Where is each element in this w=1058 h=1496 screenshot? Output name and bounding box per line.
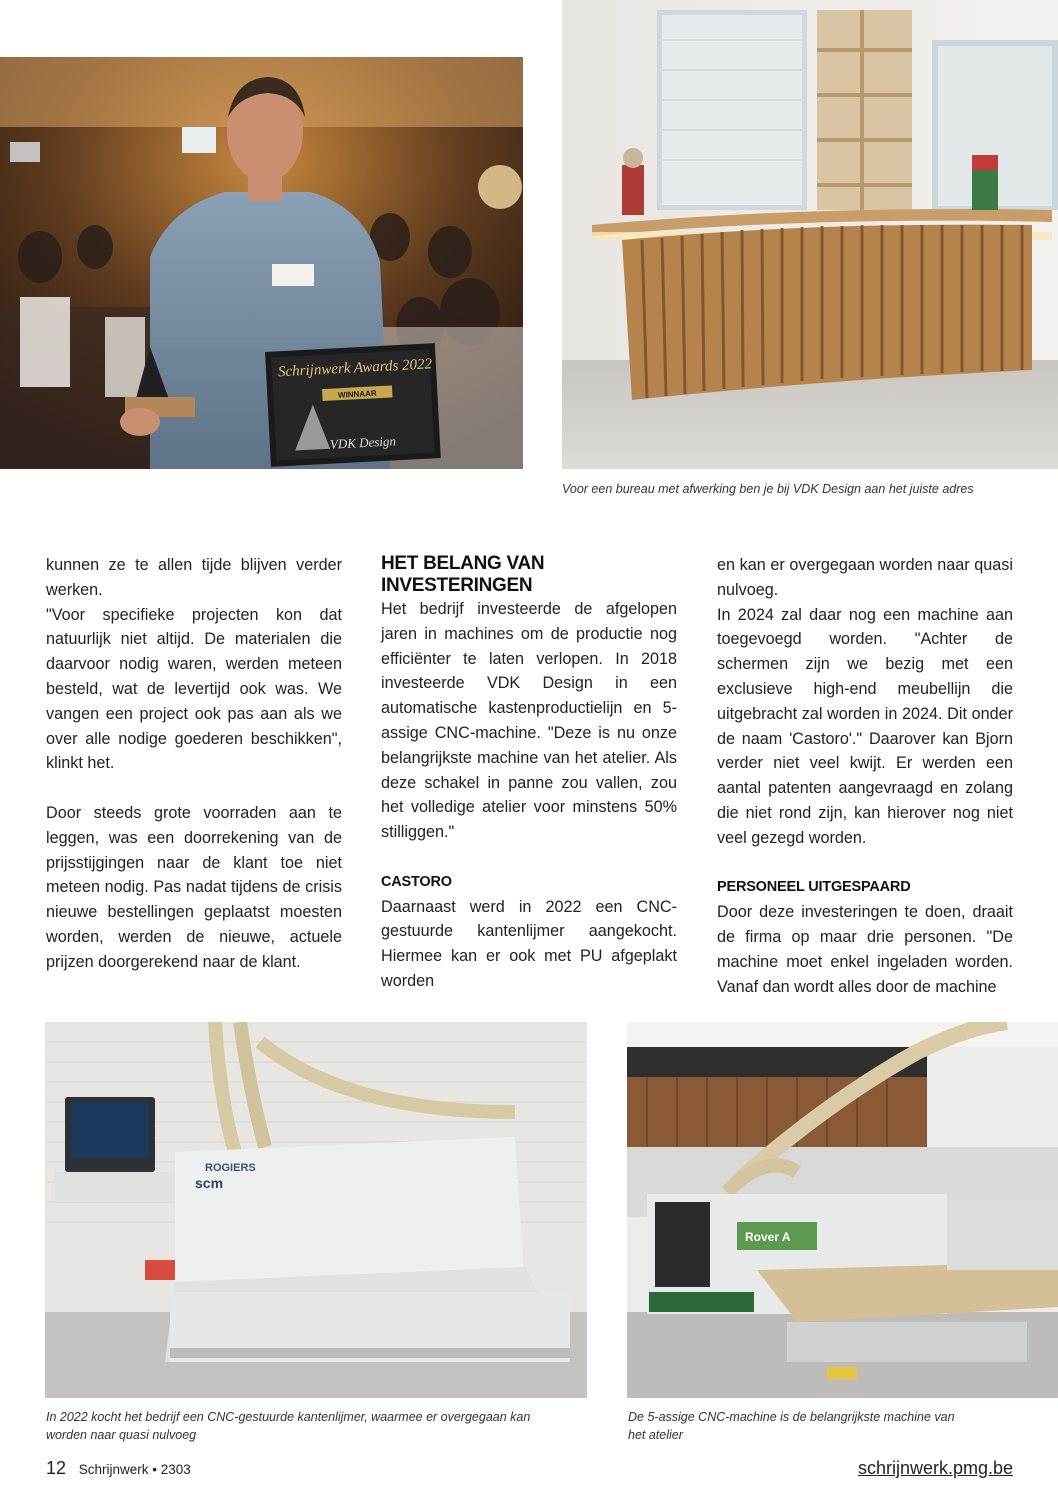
text-column-3 [717, 553, 1013, 999]
page-number: 12 [46, 1458, 67, 1478]
text-column-1 [46, 553, 342, 975]
column2-paragraph-1: Het bedrijf investeerde de afgelopen jaren in machines om de productie nog efficiënter te laten verlopen. In 2018 investeerde VDK Design in een automatische kastenproductielijn en 5-assige CNC-machine. "Deze is nu onze belangrijkste machine van het atelier. Als deze schakel in panne zou vallen, zou het volledige atelier voor minstens 50% stilliggen." [381, 600, 677, 842]
award-sign-winner: WINNAAR [337, 388, 377, 400]
column2-paragraph-2: Daarnaast werd in 2022 een CNC-gestuurde kantenlijmer aangekocht. Hiermee kan er ook met PU afgeplakt worden [381, 897, 677, 990]
award-sign-company: VDK Design [329, 433, 397, 452]
column1-paragraph-2: "Voor specifieke projecten kon dat natuurlijk niet altijd. De materialen die daarvoor nodig waren, werden meteen besteld, wat de levertijd ook was. We vangen een project ook pas aan als we over alle nodige goederen beschikken", klinkt het. [46, 605, 342, 773]
section-heading-investeringen: HET BELANG VAN INVESTERINGEN [381, 553, 545, 596]
rogiers-logo: ROGIERS [205, 1162, 256, 1174]
page-footer-left [46, 1458, 191, 1479]
oak-reception-desk-photo [562, 0, 1058, 469]
column3-paragraph-1: en kan er overgegaan worden naar quasi nulvoeg. [717, 556, 1013, 599]
website-link[interactable]: schrijnwerk.pmg.be [857, 1458, 1013, 1478]
award-winner-photo [0, 57, 523, 469]
section-heading-castoro: CASTORO [381, 873, 452, 890]
text-column-2 [381, 553, 677, 994]
bottom-left-photo-caption: In 2022 kocht het bedrijf een CNC-gestuurde kantenlijmer, waarmee er overgegaan kan worden naar quasi nulvoeg [46, 1410, 531, 1442]
rover-logo: Rover A [745, 1230, 791, 1244]
column1-paragraph-3: Door steeds grote voorraden aan te leggen, was een doorrekening van de prijsstijgingen naar de klant toe niet meteen nodig. Pas nadat tijdens de crisis nieuwe bestellingen geplaatst moesten worden, werden de nieuwe, actuele prijzen doorgerekend naar de klant. [46, 803, 342, 971]
section-heading-personeel: PERSONEEL UITGESPAARD [717, 879, 911, 896]
column3-paragraph-2: In 2024 zal daar nog een machine aan toegevoegd worden. "Achter de schermen zijn we bezig met een exclusieve high-end meubellijn die uitgebracht zal worden in 2024. Dit onder de naam 'Castoro'." Daarover kan Bjorn verder niet veel kwijt. Er werden een aantal patenten aangevraagd en zolang die niet rond zijn, kan hierover nog niet veel gezegd worden. [717, 605, 1013, 847]
edgebander-machine-photo [45, 1022, 587, 1398]
cnc-machine-photo [627, 1022, 1058, 1398]
top-right-photo-caption: Voor een bureau met afwerking ben je bij VDK Design aan het juiste adres [562, 482, 974, 496]
magazine-issue: Schrijnwerk • 2303 [78, 1462, 191, 1477]
award-sign-title: Schrijnwerk Awards 2022 [277, 356, 433, 381]
bottom-right-photo-caption: De 5-assige CNC-machine is de belangrijkste machine van het atelier [628, 1410, 955, 1442]
column1-paragraph-1: kunnen ze te allen tijde blijven verder werken. [46, 556, 342, 599]
column3-paragraph-3: Door deze investeringen te doen, draait de firma op maar drie personen. "De machine moet enkel ingeladen worden. Vanaf dan wordt alles door de machine [717, 903, 1013, 996]
scm-logo: scm [195, 1175, 224, 1191]
